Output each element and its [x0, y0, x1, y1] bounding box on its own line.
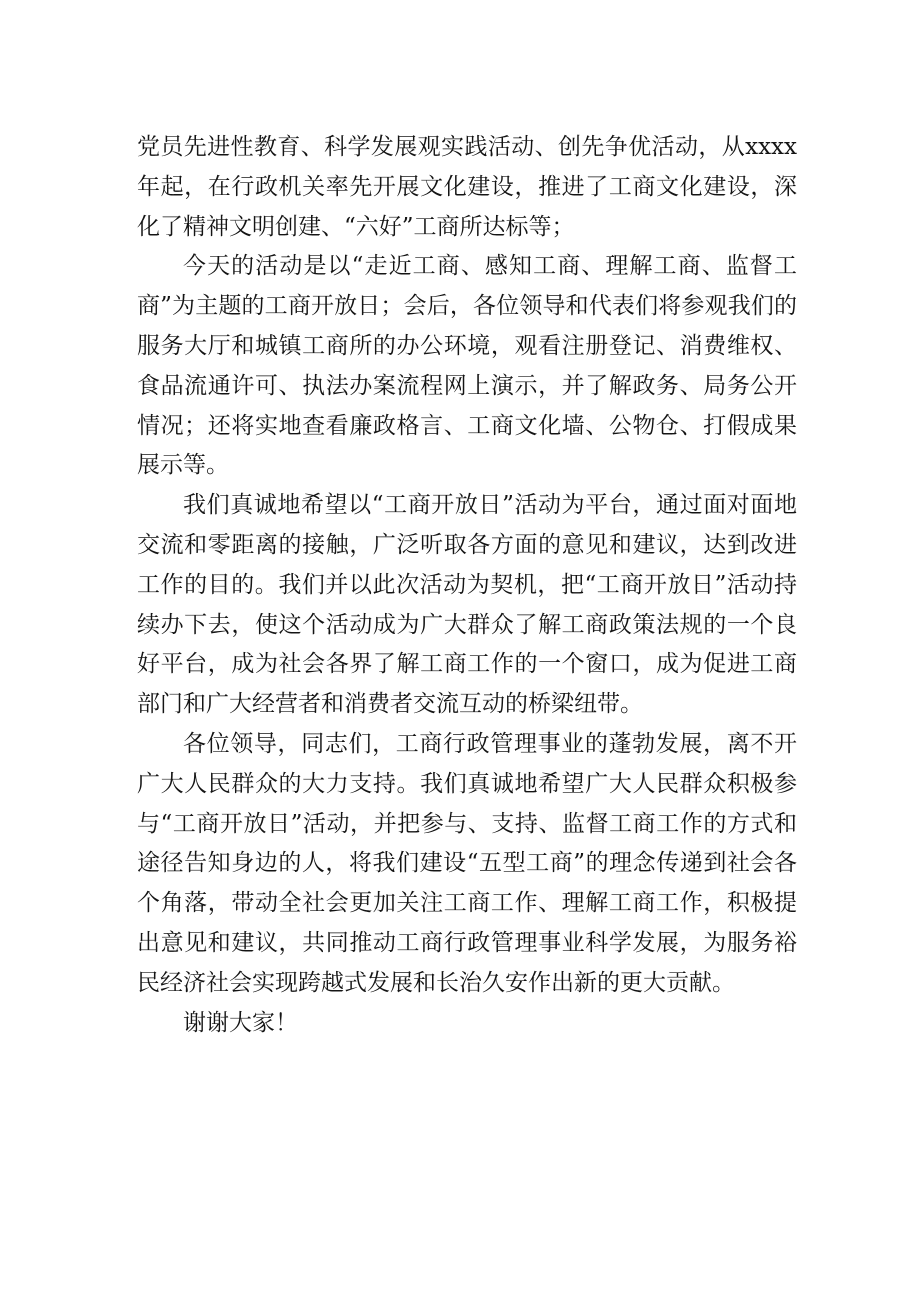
paragraph-hopes-platform: 我们真诚地希望以“工商开放日”活动为平台，通过面对面地交流和零距离的接触，广泛听取各方面的意见和建议，达到改进工作的目的。我们并以此次活动为契机，把“工商开放日”活动持续办下去，使这个活动成为广大群众了解工商政策法规的一个良好平台，成为社会各界了解工商工作的一个窗口，成为促进工商部门和广大经营者和消费者交流互动的桥梁纽带。 — [137, 492, 797, 718]
paragraph-thanks: 谢谢大家！ — [183, 1009, 298, 1036]
paragraph-open-day-activities: 今天的活动是以“走近工商、感知工商、理解工商、监督工商”为主题的工商开放日；会后，各位领导和代表们将参观我们的服务大厅和城镇工商所的办公环境，观看注册登记、消费维权、食品流通许可、执法办案流程网上演示，并了解政务、局务公开情况；还将实地查看廉政格言、工商文化墙、公物仓、打假成果展示等。 — [137, 253, 797, 479]
document-body — [137, 128, 797, 1043]
paragraph-continuation: 党员先进性教育、科学发展观实践活动、创先争优活动，从xxxx年起，在行政机关率先开展文化建设，推进了工商文化建设，深化了精神文明创建、“六好”工商所达标等； — [137, 134, 797, 240]
paragraph-call-to-public: 各位领导，同志们，工商行政管理事业的蓬勃发展，离不开广大人民群众的大力支持。我们真诚地希望广大人民群众积极参与“工商开放日”活动，并把参与、支持、监督工商工作的方式和途径告知身边的人，将我们建设“五型工商”的理念传递到社会各个角落，带动全社会更加关注工商工作、理解工商工作，积极提出意见和建议，共同推动工商行政管理事业科学发展，为服务裕民经济社会实现跨越式发展和长治久安作出新的更大贡献。 — [137, 730, 797, 996]
